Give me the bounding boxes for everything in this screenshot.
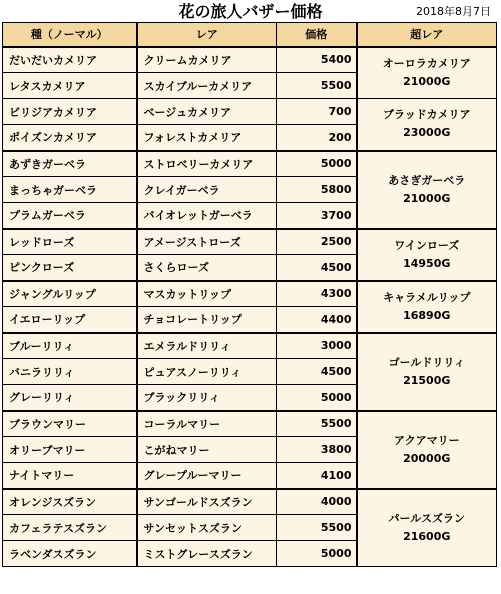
cell-normal: ビリジアカメリア	[3, 99, 137, 125]
cell-rare: マスカットリップ	[137, 281, 277, 307]
header-price: 価格	[277, 23, 357, 47]
table-row	[3, 99, 497, 125]
cell-price: 5500	[277, 411, 357, 437]
cell-price: 5500	[277, 515, 357, 541]
super-rare-price: 21000G	[403, 191, 451, 205]
cell-rare: サンゴールドスズラン	[137, 489, 277, 515]
super-rare-price: 21500G	[403, 373, 451, 387]
cell-normal: まっちゃガーベラ	[3, 177, 137, 203]
cell-normal: ポイズンカメリア	[3, 125, 137, 151]
header-super: 超レア	[357, 23, 497, 47]
cell-price: 2500	[277, 229, 357, 255]
cell-rare: ストロベリーカメリア	[137, 151, 277, 177]
super-rare-name: オーロラカメリア	[382, 56, 471, 70]
cell-rare: バイオレットガーベラ	[137, 203, 277, 229]
cell-price: 5400	[277, 47, 357, 73]
super-rare-name: パールスズラン	[388, 511, 465, 525]
cell-rare: さくらローズ	[137, 255, 277, 281]
cell-price: 5000	[277, 385, 357, 411]
cell-price: 3000	[277, 333, 357, 359]
cell-normal: ナイトマリー	[3, 463, 137, 489]
cell-normal: ブルーリリィ	[3, 333, 137, 359]
cell-price: 4500	[277, 255, 357, 281]
cell-normal: ピンクローズ	[3, 255, 137, 281]
cell-price: 5000	[277, 541, 357, 567]
cell-normal: カフェラテスズラン	[3, 515, 137, 541]
cell-price: 4000	[277, 489, 357, 515]
cell-super-rare	[357, 151, 497, 229]
cell-super-rare	[357, 333, 497, 411]
cell-super-rare	[357, 99, 497, 151]
cell-price: 3800	[277, 437, 357, 463]
table-row	[3, 229, 497, 255]
cell-normal: レタスカメリア	[3, 73, 137, 99]
cell-super-rare	[357, 489, 497, 567]
super-rare-price: 20000G	[403, 451, 451, 465]
cell-price: 3700	[277, 203, 357, 229]
super-rare-price: 23000G	[403, 126, 451, 140]
cell-rare: ブラックリリィ	[137, 385, 277, 411]
cell-super-rare	[357, 47, 497, 99]
cell-rare: ミストグレースズラン	[137, 541, 277, 567]
page-title: 花の旅人バザー価格	[178, 2, 323, 21]
super-rare-price: 21000G	[403, 74, 451, 88]
cell-normal: レッドローズ	[3, 229, 137, 255]
cell-normal: オリーブマリー	[3, 437, 137, 463]
cell-price: 5500	[277, 73, 357, 99]
cell-rare: コーラルマリー	[137, 411, 277, 437]
table-row	[3, 151, 497, 177]
super-rare-name: アクアマリー	[393, 433, 460, 447]
super-rare-name: キャラメルリップ	[383, 290, 471, 304]
cell-normal: あずきガーベラ	[3, 151, 137, 177]
cell-price: 4500	[277, 359, 357, 385]
cell-rare: グレープルーマリー	[137, 463, 277, 489]
cell-normal: プラムガーベラ	[3, 203, 137, 229]
super-rare-name: あさぎガーベラ	[388, 173, 466, 187]
cell-normal: ブラウンマリー	[3, 411, 137, 437]
cell-price: 200	[277, 125, 357, 151]
price-table	[2, 22, 497, 567]
cell-rare: アメージストローズ	[137, 229, 277, 255]
super-rare-price: 14950G	[403, 256, 451, 270]
cell-rare: サンセットスズラン	[137, 515, 277, 541]
table-row	[3, 489, 497, 515]
super-rare-name: ゴールドリリィ	[388, 355, 465, 369]
cell-rare: ピュアスノーリリィ	[137, 359, 277, 385]
cell-rare: クレイガーベラ	[137, 177, 277, 203]
table-row	[3, 47, 497, 73]
cell-normal: グレーリリィ	[3, 385, 137, 411]
cell-normal: オレンジスズラン	[3, 489, 137, 515]
super-rare-name: ワインローズ	[394, 238, 460, 252]
cell-price: 4400	[277, 307, 357, 333]
cell-rare: ベージュカメリア	[137, 99, 277, 125]
header-row	[3, 23, 497, 47]
cell-rare: こがねマリー	[137, 437, 277, 463]
cell-price: 4100	[277, 463, 357, 489]
cell-normal: ジャングルリップ	[3, 281, 137, 307]
cell-normal: だいだいカメリア	[3, 47, 137, 73]
cell-price: 5000	[277, 151, 357, 177]
cell-rare: エメラルドリリィ	[137, 333, 277, 359]
cell-rare: チョコレートリップ	[137, 307, 277, 333]
super-rare-price: 21600G	[403, 529, 451, 543]
cell-rare: クリームカメリア	[137, 47, 277, 73]
cell-price: 5800	[277, 177, 357, 203]
cell-super-rare	[357, 229, 497, 281]
super-rare-name: ブラッドカメリア	[383, 108, 471, 122]
price-table-body	[3, 47, 497, 567]
table-row	[3, 411, 497, 437]
table-row	[3, 333, 497, 359]
cell-normal: ラベンダスズラン	[3, 541, 137, 567]
cell-normal: バニラリリィ	[3, 359, 137, 385]
table-row	[3, 281, 497, 307]
cell-rare: フォレストカメリア	[137, 125, 277, 151]
cell-price: 700	[277, 99, 357, 125]
date-label: 2018年8月7日	[416, 5, 491, 18]
header-rare: レア	[137, 23, 277, 47]
cell-super-rare	[357, 411, 497, 489]
cell-rare: スカイブルーカメリア	[137, 73, 277, 99]
super-rare-price: 16890G	[403, 308, 451, 322]
cell-price: 4300	[277, 281, 357, 307]
cell-super-rare	[357, 281, 497, 333]
header-normal: 種（ノーマル）	[3, 23, 137, 47]
cell-normal: イエローリップ	[3, 307, 137, 333]
